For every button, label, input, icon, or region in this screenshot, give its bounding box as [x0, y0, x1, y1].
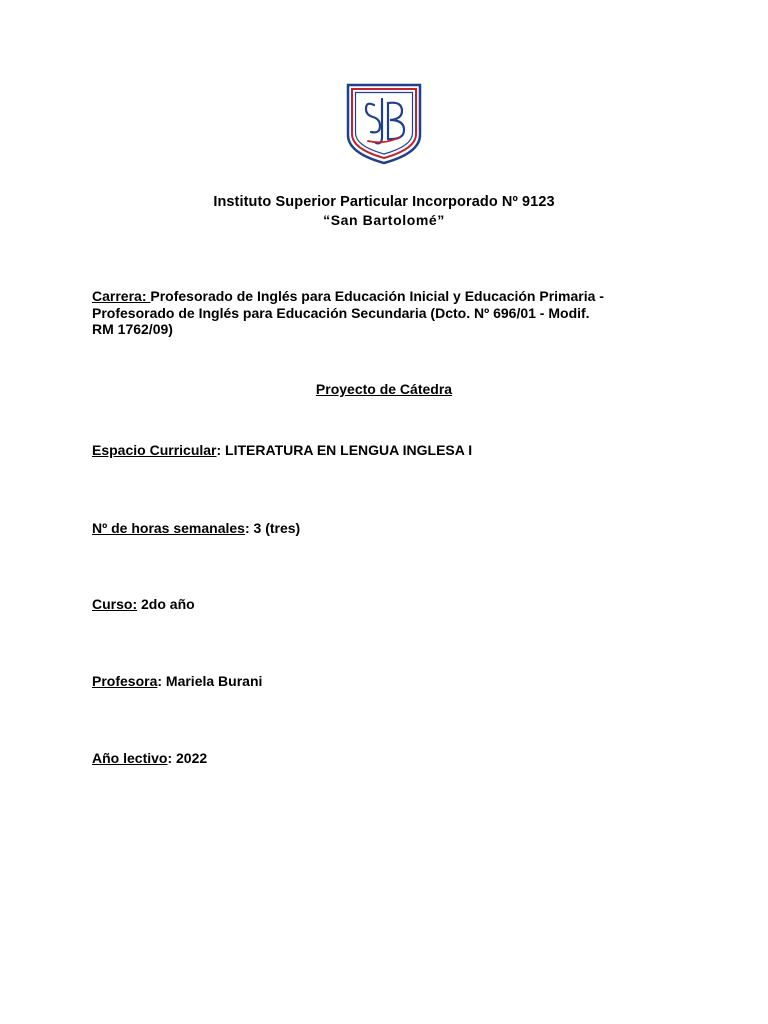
carrera-label: Carrera: — [92, 288, 151, 304]
carrera-value-line-3: RM 1762/09) — [92, 321, 173, 337]
espacio-field — [92, 442, 472, 459]
curso-label: Curso: — [92, 596, 138, 612]
institute-crest-logo — [346, 83, 422, 165]
espacio-value: : LITERATURA EN LENGUA INGLESA I — [216, 442, 473, 458]
institute-name: Instituto Superior Particular Incorporado Nº 9123 — [213, 194, 555, 210]
profesora-field — [92, 673, 262, 690]
carrera-value-line-2: Profesorado de Inglés para Educación Secundaria (Dcto. Nº 696/01 - Modif. — [92, 304, 590, 321]
anio-lectivo-label: Año lectivo — [92, 750, 168, 766]
institute-subname: “San Bartolomé” — [323, 212, 445, 228]
horas-field — [92, 520, 300, 537]
proyecto-title: Proyecto de Cátedra — [315, 381, 453, 397]
horas-value: : 3 (tres) — [244, 520, 301, 536]
espacio-label: Espacio Curricular — [92, 442, 217, 458]
horas-label: Nº de horas semanales — [92, 520, 245, 536]
carrera-line-1 — [92, 288, 604, 305]
anio-lectivo-field — [92, 750, 207, 767]
carrera-field — [92, 288, 604, 338]
curso-value: 2do año — [137, 596, 195, 612]
profesora-value: : Mariela Burani — [157, 673, 263, 689]
anio-lectivo-value: : 2022 — [167, 750, 208, 766]
curso-field — [92, 596, 195, 613]
carrera-value-line-1: Profesorado de Inglés para Educación Inicial y Educación Primaria - — [150, 288, 604, 304]
profesora-label: Profesora — [92, 673, 158, 689]
